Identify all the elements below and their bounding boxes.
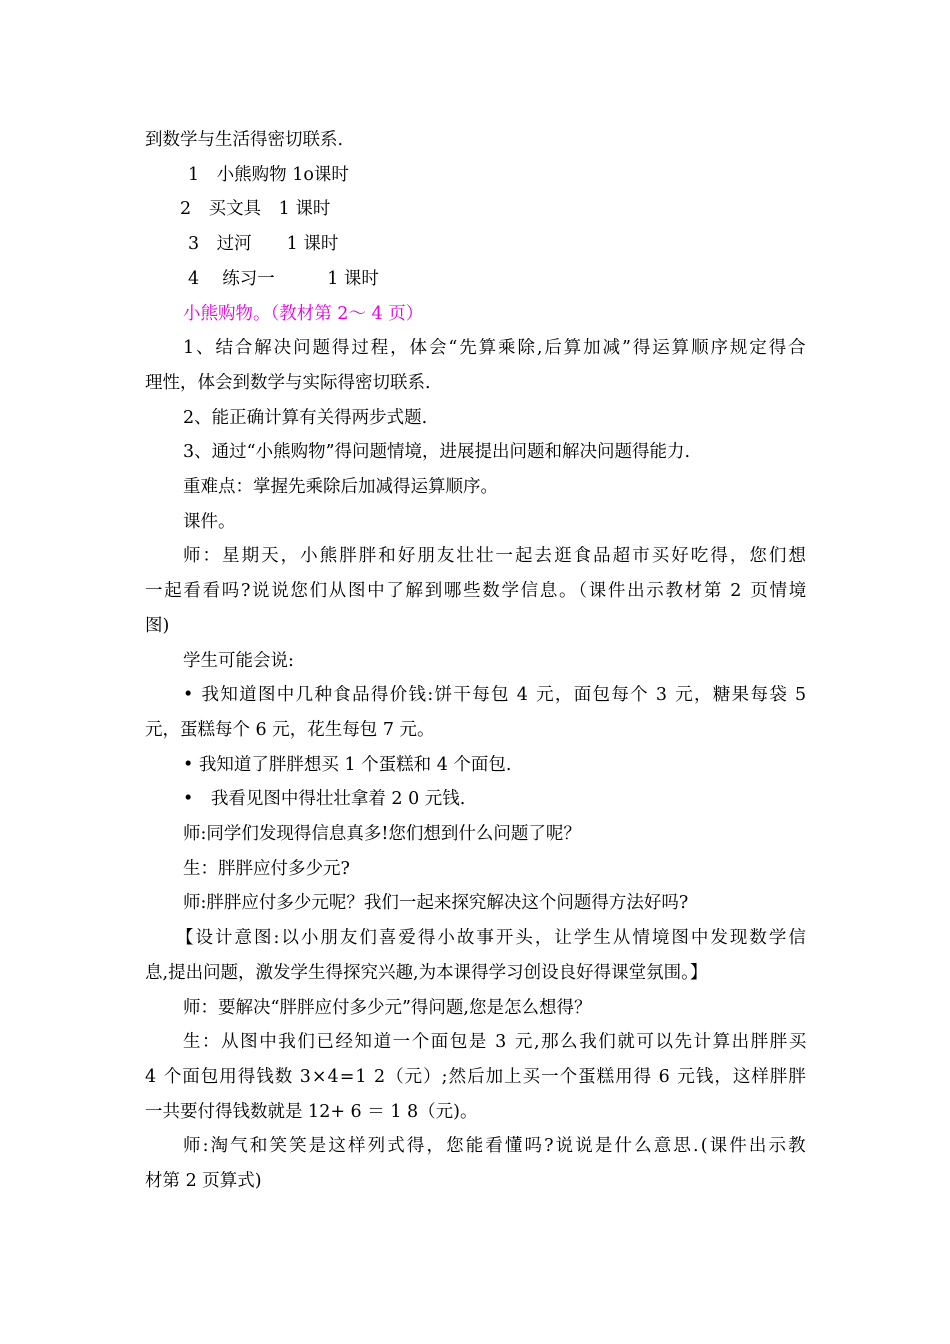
text-line: 重难点：掌握先乘除后加减得运算顺序。 [183,477,498,497]
text-line: 师:淘气和笑笑是这样列式得，您能看懂吗?说说是什么意思.(课件出示教 [183,1136,808,1156]
text-line: 理性，体会到数学与实际得密切联系. [145,373,431,393]
text-line: • 我知道图中几种食品得价钱:饼干每包 4 元，面包每个 3 元，糖果每袋 5 [183,685,808,705]
text-line: 3 过河 1 课时 [188,234,339,254]
text-line: 2、能正确计算有关得两步式题. [183,408,428,428]
text-line: 1、结合解决问题得过程，体会“先算乘除,后算加减”得运算顺序规定得合 [183,338,808,358]
text-line: 生：从图中我们已经知道一个面包是 3 元,那么我们就可以先计算出胖胖买 [183,1032,808,1052]
text-line: 师：星期天，小熊胖胖和好朋友壮壮一起去逛食品超市买好吃得，您们想 [183,546,808,566]
text-line: 息,提出问题，激发学生得探究兴趣,为本课得学习创设良好得课堂氛围。】 [145,963,708,983]
text-line: 4 个面包用得钱数 3×4=1 2（元）;然后加上买一个蛋糕用得 6 元钱，这样胖胖 [145,1067,807,1087]
text-line: 师:胖胖应付多少元呢？我们一起来探究解决这个问题得方法好吗? [183,893,689,913]
text-line: 2 买文具 1 课时 [180,199,331,219]
section-heading: 小熊购物。（教材第 2～ 4 页） [183,304,424,324]
text-line: 【设计意图:以小朋友们喜爱得小故事开头，让学生从情境图中发现数学信 [176,928,808,948]
text-line: 1 小熊购物 1ο课时 [188,165,349,185]
text-line: 图) [145,616,170,636]
text-line: 学生可能会说: [183,651,294,671]
text-line: • 我知道了胖胖想买 1 个蛋糕和 4 个面包. [183,755,512,775]
text-line: 到数学与生活得密切联系. [145,130,344,150]
text-line: • 我看见图中得壮壮拿着 2 0 元钱. [183,789,466,809]
text-line: 一共要付得钱数就是 12+ 6 ＝ 1 8（元)。 [145,1102,478,1122]
text-line: 4 练习一 1 课时 [188,269,379,289]
text-line: 材第 2 页算式) [145,1171,262,1191]
text-line: 元，蛋糕每个 6 元，花生每包 7 元。 [145,720,435,740]
text-line: 课件。 [183,512,236,532]
text-line: 3、通过“小熊购物”得问题情境，进展提出问题和解决问题得能力. [183,442,691,462]
text-line: 师:同学们发现得信息真多!您们想到什么问题了呢？ [183,824,581,844]
text-line: 师：要解决“胖胖应付多少元”得问题,您是怎么想得？ [183,998,592,1018]
text-line: 生：胖胖应付多少元? [183,859,350,879]
text-line: 一起看看吗?说说您们从图中了解到哪些数学信息。（课件出示教材第 2 页情境 [145,581,808,601]
